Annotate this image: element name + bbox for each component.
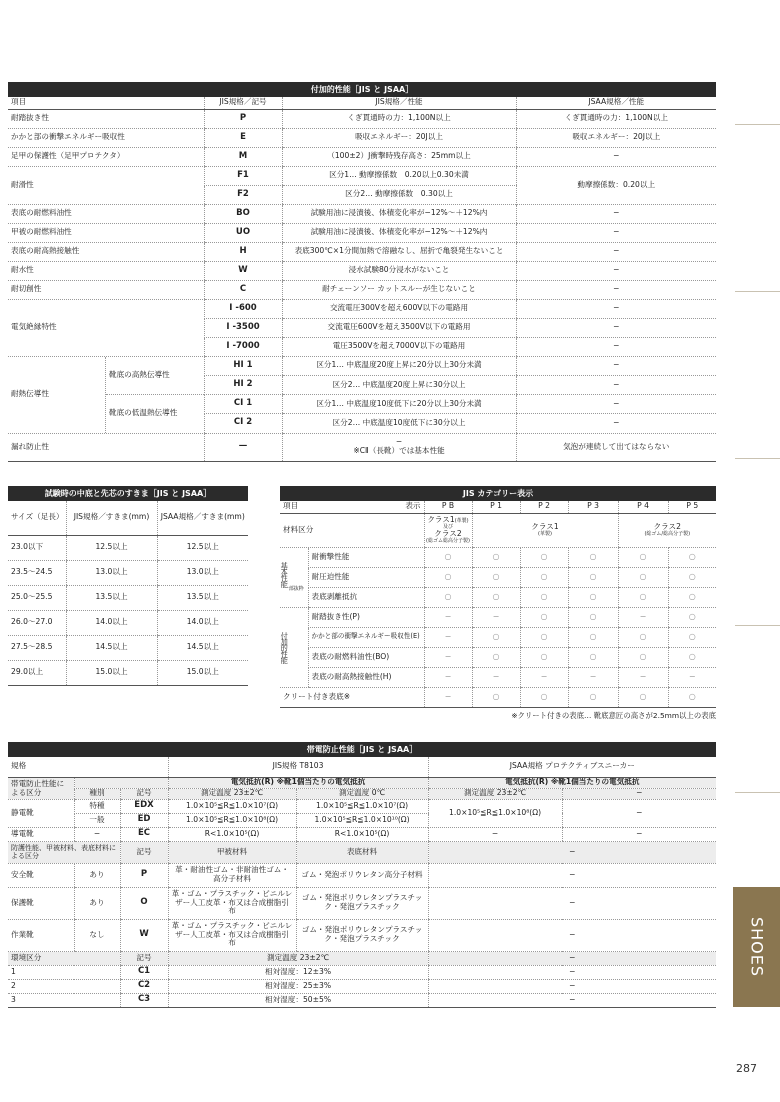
perf-label: 耐圧迫性能 [308, 567, 424, 587]
col-header: JIS規格／すきま(mm) [66, 501, 157, 535]
item-label: 表底の耐燃料油性 [8, 204, 204, 223]
mark: ○ [618, 547, 668, 567]
mark: ○ [424, 547, 472, 567]
table-row [8, 610, 248, 635]
col-header: P 3 [568, 501, 618, 513]
jsaa-gap: 13.5以上 [157, 585, 248, 610]
mark: ○ [668, 587, 716, 607]
jsaa-resistance: − [428, 827, 562, 841]
table-row [8, 280, 716, 299]
jsaa-value: − [428, 965, 716, 979]
symbol: HI 1 [204, 356, 282, 375]
table-row [8, 799, 716, 813]
symbol: HI 2 [204, 375, 282, 394]
resistance: 1.0×10⁵≦R≦1.0×10⁷(Ω) [168, 799, 296, 813]
shoe-type: 静電靴 [8, 799, 74, 827]
perf-label: 表底の耐燃料油性(BO) [308, 647, 424, 667]
shoe-class: 保護靴 [8, 887, 74, 919]
table-row [8, 128, 716, 147]
table-row [8, 261, 716, 280]
upper-material: 革・ゴム・プラスチック・ビニルレザー人工皮革・布又は合成樹脂引布 [168, 919, 296, 951]
resistance: 1.0×10⁵≦R≦1.0×10⁸(Ω) [168, 813, 296, 827]
jsaa-std: JSAA規格 プロテクティブスニーカー [428, 757, 716, 777]
temp-header: 測定温度 23±2℃ [168, 788, 296, 799]
resistance: 1.0×10⁵≦R≦1.0×10⁷(Ω) [296, 799, 428, 813]
symbol: I -600 [204, 299, 282, 318]
size: 27.5〜28.5 [8, 635, 66, 660]
jsaa-value: − [428, 919, 716, 951]
jsaa-gap: 13.0以上 [157, 560, 248, 585]
symbol: F2 [204, 185, 282, 204]
sole-material: ゴム・発泡ポリウレタンプラスチック・発泡プラスチック [296, 887, 428, 919]
symbol: CI 2 [204, 414, 282, 433]
symbol: P [204, 109, 282, 128]
page-number: 287 [736, 1062, 757, 1075]
mark: ○ [472, 687, 520, 707]
mark: ○ [568, 647, 618, 667]
group-note: 一部抜粋 [283, 585, 304, 592]
shoe-class: 安全靴 [8, 863, 74, 887]
col-header: JSAA規格／すきま(mm) [157, 501, 248, 535]
symbol: P [120, 863, 168, 887]
table-row [8, 299, 716, 318]
mark: ○ [668, 627, 716, 647]
temp-header: − [562, 788, 716, 799]
item-label: 耐滑性 [8, 166, 204, 204]
class-note: (総ゴム総高分子製) [426, 537, 470, 544]
toe-cap: あり [74, 863, 120, 887]
jsaa-perf: 動摩擦係数：0.20以上 [516, 166, 716, 204]
jis-std: JIS規格 T8103 [168, 757, 428, 777]
symbol-header: 記号 [120, 788, 168, 799]
jis-perf: 耐チェーンソー カットスルーが生じないこと [282, 280, 516, 299]
symbol: W [120, 919, 168, 951]
perf-label: 耐踏抜き性(P) [308, 607, 424, 627]
jis-perf: 区分1… 動摩擦係数 0.20以上0.30未満 [282, 166, 516, 185]
mark: − [424, 647, 472, 667]
jsaa-perf: − [516, 356, 716, 375]
toe-cap: あり [74, 887, 120, 919]
mark: ○ [668, 607, 716, 627]
jis-perf: 区分1… 中底温度10度低下に20分以上30分未満 [282, 395, 516, 414]
mark: ○ [568, 547, 618, 567]
item-label: 耐切創性 [8, 280, 204, 299]
sub-label: 靴底の低温熱伝導性 [109, 408, 178, 418]
mark: − [424, 667, 472, 687]
upper-header: 甲被材料 [168, 841, 296, 863]
class-label: 帯電防止性能による区分 [8, 777, 74, 799]
size: 26.0〜27.0 [8, 610, 66, 635]
jsaa-perf: − [516, 318, 716, 337]
table-row [8, 223, 716, 242]
mark: − [472, 607, 520, 627]
side-rule [735, 291, 780, 292]
class-note: (革製) [454, 518, 469, 525]
symbol: EC [120, 827, 168, 841]
table-row [8, 827, 716, 841]
size: 25.0〜25.5 [8, 585, 66, 610]
resistance: R<1.0×10⁵(Ω) [168, 827, 296, 841]
jsaa-dash: − [428, 841, 716, 863]
item-label: かかと部の衝撃エネルギー吸収性 [8, 128, 204, 147]
item-label: 電気絶縁特性 [8, 299, 204, 356]
table-row [280, 627, 716, 647]
additional-performance-table [8, 82, 716, 462]
jsaa-perf: − [516, 204, 716, 223]
jsaa-resistance: − [562, 827, 716, 841]
col-header: P 1 [472, 501, 520, 513]
col-header: P 5 [668, 501, 716, 513]
symbol: F1 [204, 166, 282, 185]
mark: − [424, 627, 472, 647]
mat-label: 防護性能、甲被材料、表底材料による区分 [8, 841, 120, 863]
col-header: 項目 [8, 97, 204, 109]
jsaa-perf: − [516, 280, 716, 299]
antistatic-table [8, 742, 716, 1008]
symbol: UO [204, 223, 282, 242]
section-tab[interactable] [733, 887, 780, 1007]
table-row [8, 993, 716, 1007]
resistance: 1.0×10⁵≦R≦1.0×10¹⁰(Ω) [296, 813, 428, 827]
mark: ○ [424, 587, 472, 607]
table-row [8, 109, 716, 128]
jis-perf: くぎ貫通時の力：1,100N以上 [282, 109, 516, 128]
col-header: P 2 [520, 501, 568, 513]
jis-perf: 試験用油に浸漬後、体積変化率が−12%〜＋12%内 [282, 223, 516, 242]
size: 29.0以上 [8, 660, 66, 685]
jsaa-value: − [428, 887, 716, 919]
table-title: 付加的性能［JIS と JSAA］ [8, 82, 716, 97]
cleat-footnote: ※クリート付きの表底… 靴底意匠の高さが2.5mm以上の表底 [511, 711, 716, 720]
table-row [280, 647, 716, 667]
jis-perf: （100±2）J衝撃時残存高さ：25mm以上 [282, 147, 516, 166]
item-label: 足甲の保護性（足甲プロテクタ） [8, 147, 204, 166]
mark: ○ [568, 607, 618, 627]
section-tab-label: SHOES [747, 916, 766, 978]
table-row [280, 687, 716, 707]
symbol: CI 1 [204, 395, 282, 414]
jis-gap: 13.5以上 [66, 585, 157, 610]
env-id: 2 [8, 979, 120, 993]
perf-label: かかと部の衝撃エネルギー吸収性(E) [308, 627, 424, 647]
item-label: 甲被の耐燃料油性 [8, 223, 204, 242]
humidity: 相対湿度：50±5% [168, 993, 428, 1007]
mark: ○ [618, 627, 668, 647]
resistance: R<1.0×10⁵(Ω) [296, 827, 428, 841]
item-label: 耐熱伝導性 [8, 357, 106, 433]
kind: 一般 [74, 813, 120, 827]
jsaa-perf: − [516, 223, 716, 242]
mark: − [472, 667, 520, 687]
mark: − [618, 667, 668, 687]
mark: ○ [472, 627, 520, 647]
table-row [280, 607, 716, 627]
jis-gap: 15.0以上 [66, 660, 157, 685]
symbol: O [120, 887, 168, 919]
jis-gap: 13.0以上 [66, 560, 157, 585]
class-label: クラス1 [427, 515, 455, 525]
table-row [8, 660, 248, 685]
jsaa-perf: 吸収エネルギー：20J以上 [516, 128, 716, 147]
env-label: 環境区分 [8, 951, 120, 965]
mark: ○ [618, 647, 668, 667]
symbol: I -7000 [204, 337, 282, 356]
jis-perf: 電圧3500Vを超え7000V以下の電路用 [282, 337, 516, 356]
jis-gap: 14.0以上 [66, 610, 157, 635]
mark: ○ [520, 627, 568, 647]
table-row [8, 204, 716, 223]
jsaa-perf: − [516, 261, 716, 280]
table-row [8, 979, 716, 993]
jsaa-resistance: 1.0×10⁵≦R≦1.0×10⁸(Ω) [428, 799, 562, 827]
jsaa-perf: − [516, 414, 716, 433]
table-row [8, 166, 716, 185]
jsaa-perf: 気泡が連続して出てはならない [516, 433, 716, 461]
group-label: 付加的性能 [280, 631, 290, 663]
class-label: クラス2 [653, 522, 681, 532]
mark: ○ [618, 687, 668, 707]
temp-header: 測定温度 23±2℃ [428, 788, 562, 799]
mark: ○ [472, 547, 520, 567]
jis-gap: 14.5以上 [66, 635, 157, 660]
col-header: JIS規格／記号 [204, 97, 282, 109]
mark: ○ [618, 567, 668, 587]
kind: − [74, 827, 120, 841]
jsaa-gap: 14.0以上 [157, 610, 248, 635]
jsaa-perf: くぎ貫通時の力：1,100N以上 [516, 109, 716, 128]
corner-display: 表示 [405, 501, 421, 510]
sub-label: 靴底の高熱伝導性 [106, 357, 204, 396]
jis-perf: 区分2… 動摩擦係数 0.30以上 [282, 185, 516, 204]
mark: − [424, 607, 472, 627]
table-title: 試験時の中底と先芯のすきま［JIS と JSAA］ [8, 486, 248, 501]
mark: ○ [472, 647, 520, 667]
material-label: 材料区分 [280, 513, 424, 547]
table-title: 帯電防止性能［JIS と JSAA］ [8, 742, 716, 757]
toe-cap: なし [74, 919, 120, 951]
humidity: 相対湿度：12±3% [168, 965, 428, 979]
size: 23.5〜24.5 [8, 560, 66, 585]
jis-perf: 区分1… 中底温度20度上昇に20分以上30分未満 [282, 356, 516, 375]
resistance-header: 電気抵抗(R) ※靴1個当たりの電気抵抗 [168, 777, 428, 788]
side-rule [735, 792, 780, 793]
shoe-class: 作業靴 [8, 919, 74, 951]
table-title: JIS カテゴリー表示 [280, 486, 716, 501]
symbol: ED [120, 813, 168, 827]
side-rule [735, 124, 780, 125]
item-label: 耐水性 [8, 261, 204, 280]
symbol: H [204, 242, 282, 261]
col-header: P 4 [618, 501, 668, 513]
class-label: クラス2 [434, 529, 462, 538]
table-row [280, 567, 716, 587]
table-row [8, 560, 248, 585]
perf-label: 表底の耐高熱接触性(H) [308, 667, 424, 687]
table-row [8, 535, 248, 560]
jsaa-gap: 15.0以上 [157, 660, 248, 685]
symbol: M [204, 147, 282, 166]
table-row [8, 147, 716, 166]
corner-item: 項目 [283, 501, 299, 511]
side-rule [735, 625, 780, 626]
col-header: P B [424, 501, 472, 513]
symbol-header: 記号 [120, 951, 168, 965]
mark: ○ [668, 567, 716, 587]
mark: ○ [520, 587, 568, 607]
jsaa-dash: − [428, 951, 716, 965]
env-id: 3 [8, 993, 120, 1007]
jsaa-perf: − [516, 395, 716, 414]
symbol: I -3500 [204, 318, 282, 337]
env-temp: 測定温度 23±2℃ [168, 951, 428, 965]
mark: ○ [568, 587, 618, 607]
mark: ○ [618, 587, 668, 607]
mark: ○ [668, 547, 716, 567]
jsaa-gap: 14.5以上 [157, 635, 248, 660]
item-label: 表底の耐高熱接触性 [8, 242, 204, 261]
humidity: 相対湿度：25±3% [168, 979, 428, 993]
and-label: 及び [442, 524, 453, 530]
symbol: W [204, 261, 282, 280]
perf-label: 耐衝撃性能 [308, 547, 424, 567]
mark: ○ [568, 687, 618, 707]
mark: ○ [520, 607, 568, 627]
mark: ○ [520, 547, 568, 567]
jis-gap: 12.5以上 [66, 535, 157, 560]
symbol: C2 [120, 979, 168, 993]
mark: ○ [472, 587, 520, 607]
mark: ○ [520, 567, 568, 587]
sole-material: ゴム・発泡ポリウレタンプラスチック・発泡プラスチック [296, 919, 428, 951]
jsaa-value: − [428, 863, 716, 887]
upper-material: 革・ゴム・プラスチック・ビニルレザー人工皮革・布又は合成樹脂引布 [168, 887, 296, 919]
mark: − [424, 687, 472, 707]
symbol-header: 記号 [120, 841, 168, 863]
symbol: BO [204, 204, 282, 223]
jsaa-value: − [428, 993, 716, 1007]
size: 23.0以下 [8, 535, 66, 560]
jis-perf: 交流電圧600Vを超え3500V以下の電路用 [282, 318, 516, 337]
jis-perf: 浸水試験80分浸水がないこと [282, 261, 516, 280]
jsaa-gap: 12.5以上 [157, 535, 248, 560]
jsaa-perf: − [516, 299, 716, 318]
temp-header: 測定温度 0℃ [296, 788, 428, 799]
mark: ○ [568, 567, 618, 587]
mark: ○ [668, 647, 716, 667]
mark: ○ [520, 647, 568, 667]
jsaa-perf: − [516, 147, 716, 166]
jsaa-resistance: − [562, 799, 716, 827]
jis-perf-note: ※CⅡ（長靴）では基本性能 [353, 446, 445, 455]
mark: − [618, 607, 668, 627]
table-row [8, 356, 716, 375]
class-note: (総ゴム/総高分子製) [644, 530, 691, 537]
jis-perf: 表底300℃×1分間加熱で溶融なし、屈折で亀裂発生ないこと [282, 242, 516, 261]
table-row [8, 242, 716, 261]
table-row [280, 547, 716, 567]
symbol: C [204, 280, 282, 299]
perf-label: 表底剥離抵抗 [308, 587, 424, 607]
class-label: クラス1 [531, 522, 559, 532]
mark: ○ [520, 687, 568, 707]
kind-header: 種別 [74, 788, 120, 799]
mark: − [668, 667, 716, 687]
class-note: (革製) [538, 530, 552, 537]
jsaa-value: − [428, 979, 716, 993]
symbol: C1 [120, 965, 168, 979]
table-row [8, 965, 716, 979]
table-row [8, 863, 716, 887]
mark: − [568, 667, 618, 687]
mark: − [520, 667, 568, 687]
toe-clearance-table [8, 486, 248, 686]
symbol: EDX [120, 799, 168, 813]
table-row [8, 433, 716, 461]
jsaa-perf: − [516, 242, 716, 261]
symbol: — [204, 433, 282, 461]
jsaa-perf: − [516, 337, 716, 356]
col-header: JSAA規格／性能 [516, 97, 716, 109]
perf-label: クリート付き表底※ [280, 687, 424, 707]
jis-category-table [280, 486, 716, 708]
shoe-type: 導電靴 [8, 827, 74, 841]
group-label: 基本性能 [280, 562, 290, 587]
jis-perf: 区分2… 中底温度20度上昇に30分以上 [282, 375, 516, 394]
table-row [280, 667, 716, 687]
jsaa-perf: − [516, 375, 716, 394]
jis-perf: 区分2… 中底温度10度低下に30分以上 [282, 414, 516, 433]
mark: ○ [568, 627, 618, 647]
jis-perf: 試験用油に浸漬後、体積変化率が−12%〜＋12%内 [282, 204, 516, 223]
table-row [280, 587, 716, 607]
jis-perf: 吸収エネルギー：20J以上 [282, 128, 516, 147]
mark: ○ [424, 567, 472, 587]
mark: ○ [472, 567, 520, 587]
std-label: 規格 [8, 757, 168, 777]
upper-material: 革・耐油性ゴム・非耐油性ゴム・高分子材料 [168, 863, 296, 887]
table-row [8, 887, 716, 919]
symbol: C3 [120, 993, 168, 1007]
table-row [8, 635, 248, 660]
sole-material: ゴム・発泡ポリウレタン高分子材料 [296, 863, 428, 887]
jis-perf: − [395, 437, 403, 447]
table-row [8, 585, 248, 610]
env-id: 1 [8, 965, 120, 979]
table-row [8, 919, 716, 951]
col-header: JIS規格／性能 [282, 97, 516, 109]
sole-header: 表底材料 [296, 841, 428, 863]
mark: ○ [668, 687, 716, 707]
kind: 特種 [74, 799, 120, 813]
item-label: 漏れ防止性 [8, 433, 204, 461]
side-rule [735, 458, 780, 459]
symbol: E [204, 128, 282, 147]
jis-perf: 交流電圧300Vを超え600V以下の電路用 [282, 299, 516, 318]
item-label: 耐踏抜き性 [8, 109, 204, 128]
resistance-header: 電気抵抗(R) ※靴1個当たりの電気抵抗 [428, 777, 716, 788]
col-header: サイズ（足長） [8, 501, 66, 535]
table-row [280, 513, 716, 547]
